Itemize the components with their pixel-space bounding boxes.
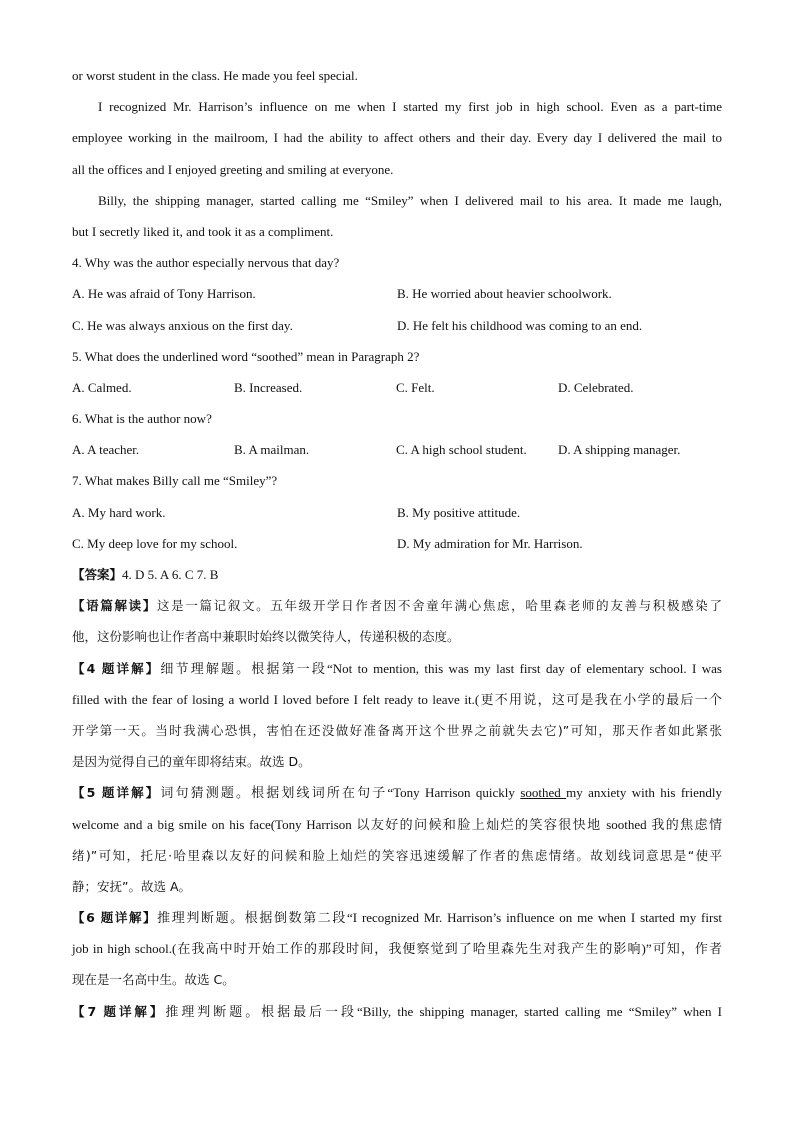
option-c: C. My deep love for my school. [72,535,238,551]
option-c: C. Felt. [396,379,435,395]
option-d: D. He felt his childhood was coming to an end. [397,317,643,333]
q5-text-pre: 词句猜测题。根据划线词所在句子“Tony Harrison quickly [160,785,521,801]
q5-explanation-line: welcome and a big smile on his face(Tony Harrison 以友好的问候和脸上灿烂的笑容很快地 soothed 我的焦虑情 [72,816,722,832]
underlined-word: soothed [520,785,567,801]
q5-tag: 【5 题详解】 [72,785,161,801]
option-d: D. A shipping manager. [558,442,681,458]
q6-explanation-line [72,902,722,933]
question-6-options-row [72,434,722,465]
passage-line: or worst student in the class. He made you feel special. [72,68,358,83]
option-d: D. Celebrated. [558,379,634,395]
analysis-text: 这是一篇记叙文。五年级开学日作者因不舍童年满心焦虑，哈里森老师的友善与积极感染了 [157,598,722,614]
q4-tag: 【4 题详解】 [72,660,161,676]
question-4-stem: 4. Why was the author especially nervous that day? [72,255,340,271]
analysis-line: 他，这份影响也让作者高中兼职时始终以微笑待人，传递积极的态度。 [72,629,460,645]
q7-text: 推理判断题。根据最后一段“Billy, the shipping manager, started calling me “Smiley” when I [165,1003,722,1019]
question-6-stem: 6. What is the author now? [72,411,212,427]
q4-explanation-line: 是因为觉得自己的童年即将结束。故选 D。 [72,754,311,770]
analysis-tag: 【语篇解读】 [72,598,157,614]
question-4-options-row [72,278,722,309]
question-5-options-row [72,372,722,403]
question-7-options-row [72,497,722,528]
question-4-options-row [72,310,722,341]
option-a: A. My hard work. [72,504,166,520]
option-c: C. He was always anxious on the first day. [72,317,293,333]
option-a: A. He was afraid of Tony Harrison. [72,286,256,302]
answer-tag: 【答案】 [72,567,123,582]
q4-explanation-line [72,653,722,684]
option-b: B. My positive attitude. [397,504,521,520]
document-page [72,60,722,1027]
passage-line: all the offices and I enjoyed greeting and smiling at everyone. [72,161,394,177]
option-a: A. A teacher. [72,442,140,458]
q5-explanation-line: 绪)”可知，托尼·哈里森以友好的问候和脸上灿烂的笑容迅速缓解了作者的焦虑情绪。故划线词意思是“使平 [72,847,722,863]
q7-tag: 【7 题详解】 [72,1003,166,1019]
answer-line [72,559,722,590]
passage-line: I recognized Mr. Harrison’s influence on me when I started my first job in high school. Even as a part-time [98,99,722,115]
q5-text-post: my anxiety with his friendly [566,785,722,801]
passage-line: Billy, the shipping manager, started calling me “Smiley” when I delivered mail to his area. It made me laugh, [98,192,722,208]
q4-explanation-line: filled with the fear of losing a world I loved before I felt ready to leave it.(更不用说，这可是我在小学的最后一个 [72,691,722,707]
question-5-stem: 5. What does the underlined word “soothed” mean in Paragraph 2? [72,348,420,364]
q6-explanation-line: 现在是一名高中生。故选 C。 [72,972,235,988]
q4-explanation-line: 开学第一天。当时我满心恐惧，害怕在还没做好准备离开这个世界之前就失去它)”可知，那天作者如此紧张 [72,722,722,738]
passage-line: employee working in the mailroom, I had the ability to affect others and their day. Every day I delivered the mail to [72,130,722,146]
option-c: C. A high school student. [396,442,527,458]
analysis-line [72,590,722,621]
question-7-stem: 7. What makes Billy call me “Smiley”? [72,473,278,489]
option-b: B. Increased. [234,379,303,395]
question-7-options-row [72,528,722,559]
passage-line: but I secretly liked it, and took it as a compliment. [72,223,334,239]
option-b: B. He worried about heavier schoolwork. [397,286,612,302]
q7-explanation-line [72,996,722,1027]
option-d: D. My admiration for Mr. Harrison. [397,535,583,551]
q6-tag: 【6 题详解】 [72,910,158,926]
q6-explanation-line: job in high school.(在我高中时开始工作的那段时间，我便察觉到了哈里森先生对我产生的影响)”可知，作者 [72,941,722,957]
option-b: B. A mailman. [234,442,310,458]
answer-text: 4. D 5. A 6. C 7. B [122,567,219,582]
q4-text: 细节理解题。根据第一段“Not to mention, this was my last first day of elementary school. I was [160,660,722,676]
q5-explanation-line [72,777,722,808]
option-a: A. Calmed. [72,379,132,395]
q6-text: 推理判断题。根据倒数第二段“I recognized Mr. Harrison’s influence on me when I started my first [157,910,722,926]
q5-explanation-line: 静；安抚”。故选 A。 [72,878,192,894]
